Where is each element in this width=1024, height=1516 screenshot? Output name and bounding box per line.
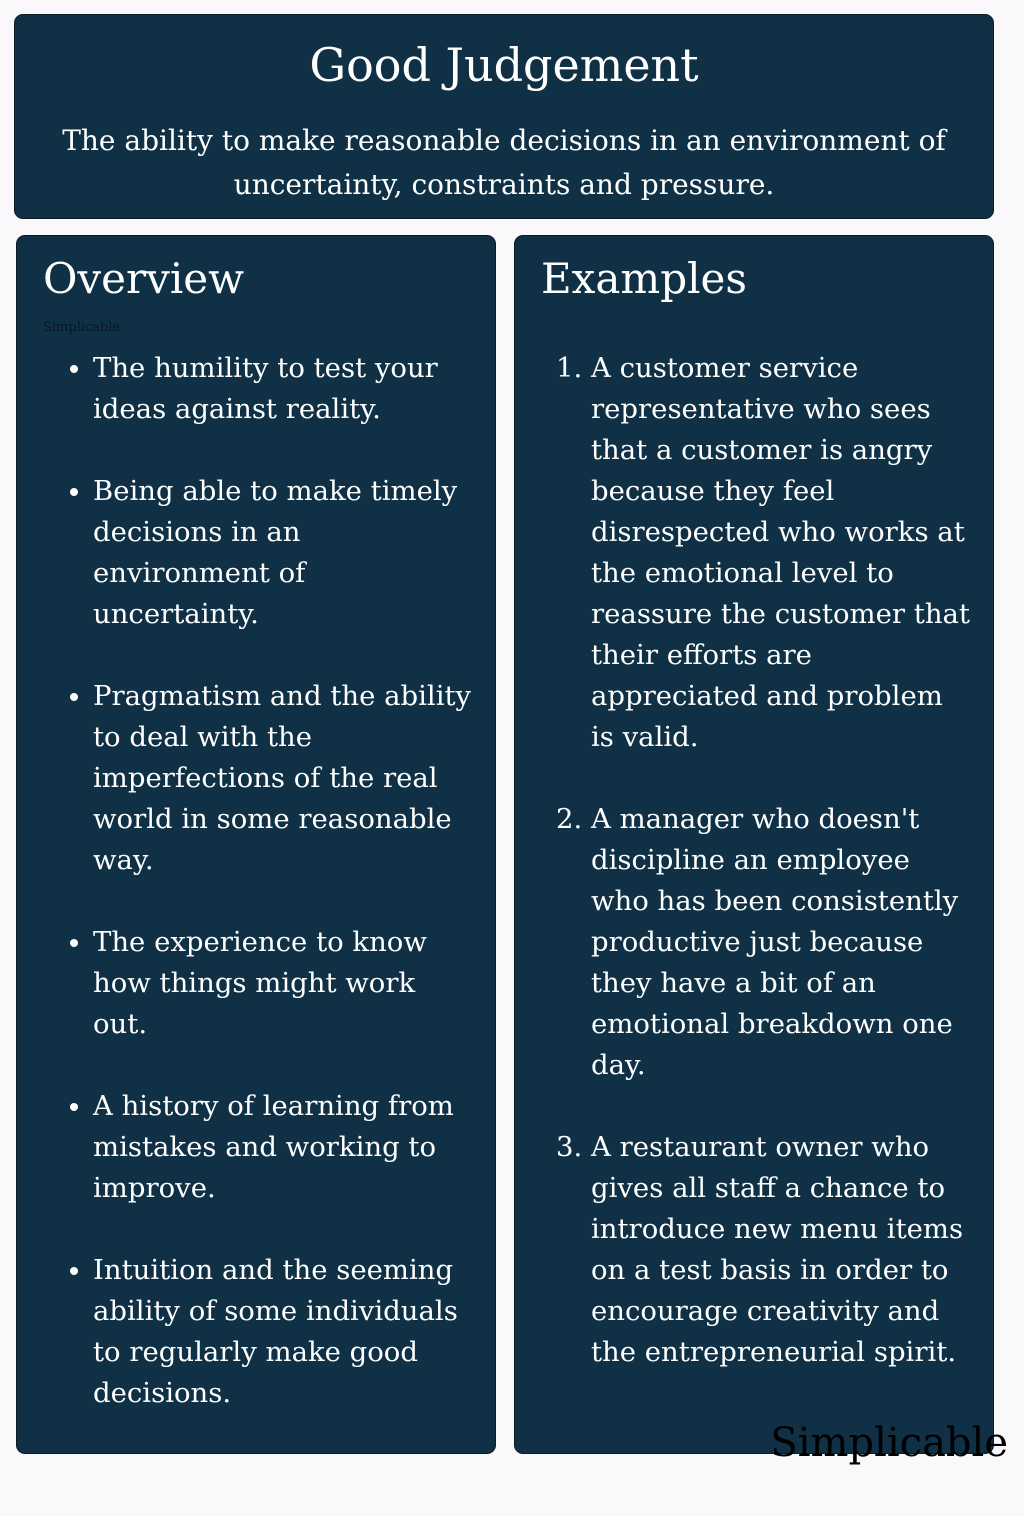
overview-item: • Being able to make timely decisions in an environment of uncertainty. bbox=[93, 471, 473, 635]
page-title: Good Judgement bbox=[309, 38, 699, 92]
overview-panel bbox=[16, 235, 496, 1454]
examples-list bbox=[515, 348, 993, 1414]
watermark: Simplicable bbox=[43, 320, 121, 335]
overview-item: • Pragmatism and the ability to deal with the imperfections of the real world in some reasonable way. bbox=[93, 676, 473, 881]
overview-item: • Intuition and the seeming ability of some individuals to regularly make good decisions. bbox=[93, 1250, 473, 1414]
header-panel bbox=[14, 14, 994, 219]
overview-list bbox=[17, 348, 495, 1455]
overview-item: • The humility to test your ideas against reality. bbox=[93, 348, 473, 430]
examples-heading: Examples bbox=[541, 254, 747, 303]
examples-panel bbox=[514, 235, 994, 1454]
page-subtitle: The ability to make reasonable decisions in an environment of uncertainty, constraints and pressure. bbox=[62, 124, 946, 201]
overview-heading: Overview bbox=[43, 254, 245, 303]
example-item: 1. A customer service representative who sees that a customer is angry because they feel disrespected who works at the emotional level to reassure the customer that their efforts are appreciated and problem is valid. bbox=[591, 348, 973, 758]
brand-logo: Simplicable bbox=[770, 1420, 1008, 1466]
overview-item: • A history of learning from mistakes and working to improve. bbox=[93, 1086, 473, 1209]
example-item: 2. A manager who doesn't discipline an employee who has been consistently productive just because they have a bit of an emotional breakdown one day. bbox=[591, 799, 973, 1086]
example-item: 3. A restaurant owner who gives all staff a chance to introduce new menu items on a test basis in order to encourage creativity and the entrepreneurial spirit. bbox=[591, 1127, 973, 1373]
overview-item: • The experience to know how things might work out. bbox=[93, 922, 473, 1045]
